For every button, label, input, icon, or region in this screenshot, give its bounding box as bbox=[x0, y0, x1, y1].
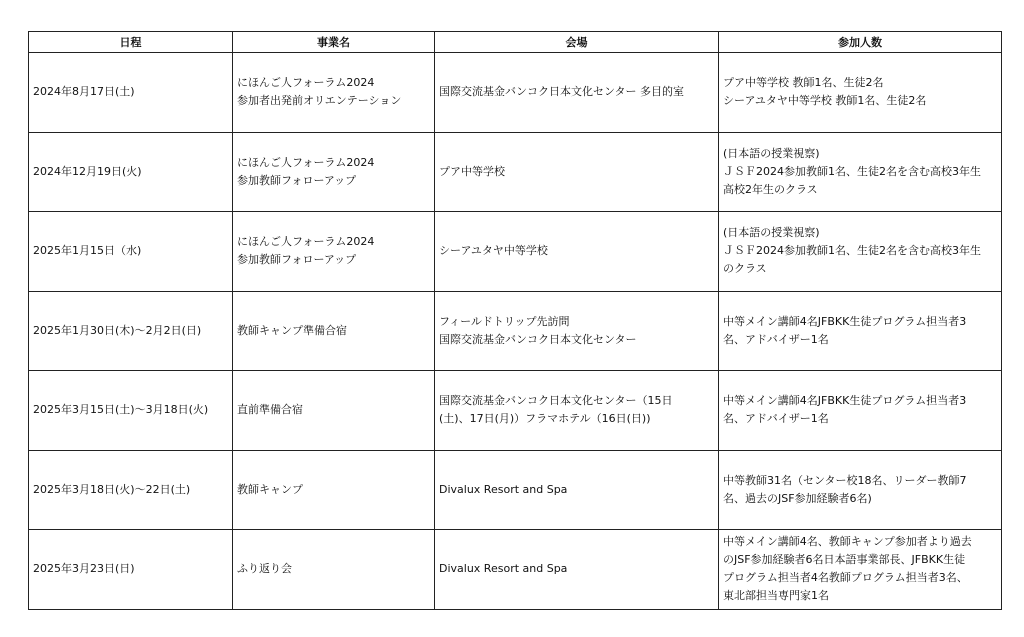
cell-line: (日本語の授業視察) bbox=[723, 226, 820, 240]
cell-line: プログラム担当者4名教師プログラム担当者3名、 bbox=[723, 571, 968, 585]
cell-date: 2025年3月23日(日) bbox=[29, 530, 233, 610]
cell-date: 2025年1月15日（水) bbox=[29, 212, 233, 292]
cell-participants bbox=[719, 450, 1002, 530]
cell-event bbox=[233, 53, 435, 133]
table-header bbox=[29, 32, 1002, 53]
cell-line: シーアユタヤ中等学校 教師1名、生徒2名 bbox=[723, 94, 927, 108]
cell-venue bbox=[435, 132, 719, 212]
schedule-table bbox=[28, 31, 1002, 610]
cell-line: 東北部担当専門家1名 bbox=[723, 589, 829, 603]
table-body bbox=[29, 53, 1002, 610]
cell-participants bbox=[719, 291, 1002, 371]
cell-line: 国際交流基金バンコク日本文化センター（15日 bbox=[439, 394, 673, 408]
table-row bbox=[29, 132, 1002, 212]
cell-event bbox=[233, 530, 435, 610]
cell-line: 参加教師フォローアップ bbox=[237, 253, 357, 267]
cell-line: プア中等学校 bbox=[439, 164, 505, 178]
cell-line: 中等教師31名（センター校18名、リーダー教師7 bbox=[723, 473, 967, 487]
cell-line: 名、アドバイザー1名 bbox=[723, 332, 829, 346]
cell-event bbox=[233, 450, 435, 530]
table-row bbox=[29, 291, 1002, 371]
cell-line: 参加教師フォローアップ bbox=[237, 173, 357, 187]
header-row bbox=[29, 32, 1002, 53]
cell-line: のJSF参加経験者6名日本語事業部長、JFBKK生徒 bbox=[723, 553, 966, 567]
cell-line: 国際交流基金バンコク日本文化センター bbox=[439, 332, 637, 346]
cell-venue bbox=[435, 291, 719, 371]
table-row bbox=[29, 450, 1002, 530]
table-row bbox=[29, 530, 1002, 610]
cell-event bbox=[233, 132, 435, 212]
cell-participants bbox=[719, 132, 1002, 212]
header-date: 日程 bbox=[29, 32, 233, 53]
cell-line: 教師キャンプ bbox=[237, 482, 303, 496]
cell-date: 2025年1月30日(木)〜2月2日(日) bbox=[29, 291, 233, 371]
cell-event bbox=[233, 371, 435, 451]
cell-line: にほんご人フォーラム2024 bbox=[237, 76, 375, 90]
cell-line: 参加者出発前オリエンテーション bbox=[237, 94, 402, 108]
cell-participants bbox=[719, 53, 1002, 133]
cell-date: 2025年3月15日(土)〜3月18日(火) bbox=[29, 371, 233, 451]
table-row bbox=[29, 212, 1002, 292]
cell-line: にほんご人フォーラム2024 bbox=[237, 235, 375, 249]
cell-line: ＪＳＦ2024参加教師1名、生徒2名を含む高校3年生 bbox=[723, 244, 981, 258]
cell-venue bbox=[435, 450, 719, 530]
cell-line: のクラス bbox=[723, 262, 767, 276]
cell-participants bbox=[719, 371, 1002, 451]
cell-line: にほんご人フォーラム2024 bbox=[237, 155, 375, 169]
cell-line: 中等メイン講師4名、教師キャンプ参加者より過去 bbox=[723, 535, 972, 549]
header-participants: 参加人数 bbox=[719, 32, 1002, 53]
cell-line: Divalux Resort and Spa bbox=[439, 482, 568, 496]
cell-line: 名、過去のJSF参加経験者6名) bbox=[723, 491, 872, 505]
cell-venue bbox=[435, 212, 719, 292]
cell-line: ふり返り会 bbox=[237, 562, 292, 576]
cell-line: 直前準備合宿 bbox=[237, 403, 303, 417]
cell-participants bbox=[719, 212, 1002, 292]
cell-line: 高校2年生のクラス bbox=[723, 182, 818, 196]
cell-date: 2024年12月19日(火) bbox=[29, 132, 233, 212]
cell-venue bbox=[435, 530, 719, 610]
cell-line: Divalux Resort and Spa bbox=[439, 562, 568, 576]
cell-line: 国際交流基金バンコク日本文化センター 多目的室 bbox=[439, 85, 685, 99]
header-event: 事業名 bbox=[233, 32, 435, 53]
table-row bbox=[29, 371, 1002, 451]
cell-line: (土)、17日(月)）フラマホテル（16日(日)) bbox=[439, 412, 651, 426]
cell-venue bbox=[435, 371, 719, 451]
cell-line: フィールドトリップ先訪問 bbox=[439, 314, 570, 328]
cell-event bbox=[233, 212, 435, 292]
cell-line: (日本語の授業視察) bbox=[723, 146, 820, 160]
cell-event bbox=[233, 291, 435, 371]
cell-line: 中等メイン講師4名JFBKK生徒プログラム担当者3 bbox=[723, 394, 967, 408]
header-venue: 会場 bbox=[435, 32, 719, 53]
cell-venue bbox=[435, 53, 719, 133]
cell-line: 中等メイン講師4名JFBKK生徒プログラム担当者3 bbox=[723, 314, 967, 328]
cell-line: シーアユタヤ中等学校 bbox=[439, 244, 548, 258]
cell-line: ＪＳＦ2024参加教師1名、生徒2名を含む高校3年生 bbox=[723, 164, 981, 178]
cell-date: 2025年3月18日(火)〜22日(土) bbox=[29, 450, 233, 530]
table-row bbox=[29, 53, 1002, 133]
cell-date: 2024年8月17日(土) bbox=[29, 53, 233, 133]
cell-participants bbox=[719, 530, 1002, 610]
cell-line: プア中等学校 教師1名、生徒2名 bbox=[723, 76, 884, 90]
cell-line: 名、アドバイザー1名 bbox=[723, 412, 829, 426]
cell-line: 教師キャンプ準備合宿 bbox=[237, 323, 347, 337]
